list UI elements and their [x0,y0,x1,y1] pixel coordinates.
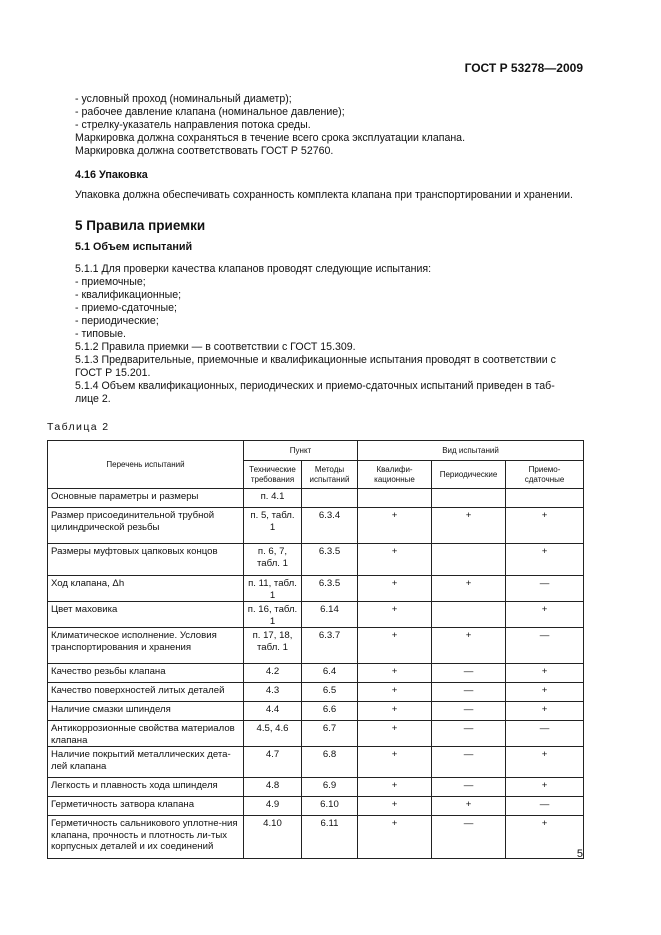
paragraph-5-1-3: 5.1.3 Предварительные, приемочные и квалификационные испытания проводят в соответствии с [75,354,556,366]
tech-req-cell: 4.5, 4.6 [244,721,302,747]
section-heading-4-16: 4.16 Упаковка [75,169,148,181]
acceptance-cell: + [506,702,584,721]
method-cell: 6.10 [302,797,358,816]
method-cell: 6.3.5 [302,544,358,576]
list-item: - квалификационные; [75,289,182,301]
list-item: - приемочные; [75,276,146,288]
test-name-cell: Цвет маховика [48,602,244,628]
header-periodic: Периодические [432,461,506,489]
tech-req-cell: 4.9 [244,797,302,816]
section-heading-5-1: 5.1 Объем испытаний [75,241,193,253]
list-item: - приемо-сдаточные; [75,302,177,314]
method-cell: 6.7 [302,721,358,747]
method-cell: 6.11 [302,816,358,859]
test-name-cell: Размеры муфтовых цапковых концов [48,544,244,576]
tests-table [47,440,584,859]
test-name-cell: Наличие покрытий металлических дета-лей клапана [48,747,244,778]
tech-req-cell: п. 16, табл. 1 [244,602,302,628]
periodic-cell: — [432,702,506,721]
tech-req-cell: 4.2 [244,664,302,683]
test-name-cell: Антикоррозионные свойства материалов клапана [48,721,244,747]
method-cell: 6.9 [302,778,358,797]
qualification-cell: + [358,576,432,602]
header-acceptance: Приемо-сдаточные [506,461,584,489]
acceptance-cell: + [506,664,584,683]
periodic-cell: — [432,747,506,778]
document-header: ГОСТ Р 53278—2009 [464,61,583,75]
qualification-cell [358,489,432,508]
header-test-list: Перечень испытаний [48,441,244,489]
acceptance-cell: + [506,544,584,576]
tech-req-cell: 4.10 [244,816,302,859]
table-row [48,544,584,576]
table-row [48,797,584,816]
qualification-cell: + [358,721,432,747]
qualification-cell: + [358,602,432,628]
tech-req-cell: 4.7 [244,747,302,778]
paragraph-5-1-4: 5.1.4 Объем квалификационных, периодических и приемо-сдаточных испытаний приведен в таб- [75,380,555,392]
page-number: 5 [576,848,583,860]
periodic-cell: + [432,628,506,664]
paragraph-5-1-3-cont: ГОСТ Р 15.201. [75,367,151,379]
intro-line: - стрелку-указатель направления потока среды. [75,119,311,131]
method-cell: 6.6 [302,702,358,721]
tech-req-cell: п. 11, табл. 1 [244,576,302,602]
qualification-cell: + [358,702,432,721]
periodic-cell [432,544,506,576]
acceptance-cell: + [506,508,584,544]
periodic-cell: — [432,683,506,702]
header-qualification: Квалифи-кационные [358,461,432,489]
acceptance-cell [506,489,584,508]
section-text-4-16: Упаковка должна обеспечивать сохранность комплекта клапана при транспортировании и хранении. [75,189,574,201]
acceptance-cell: + [506,683,584,702]
table-row [48,721,584,747]
periodic-cell [432,489,506,508]
tech-req-cell: 4.8 [244,778,302,797]
periodic-cell: + [432,508,506,544]
qualification-cell: + [358,628,432,664]
header-test-methods: Методы испытаний [302,461,358,489]
acceptance-cell: — [506,721,584,747]
tech-req-cell: п. 5, табл. 1 [244,508,302,544]
test-name-cell: Герметичность сальникового уплотне-ния клапана, прочность и плотность ли-тых корпусных деталей и их соединений [48,816,244,859]
table-row [48,778,584,797]
header-tech-requirements: Технические требования [244,461,302,489]
method-cell: 6.3.4 [302,508,358,544]
test-name-cell: Легкость и плавность хода шпинделя [48,778,244,797]
test-name-cell: Качество поверхностей литых деталей [48,683,244,702]
method-cell: 6.5 [302,683,358,702]
periodic-cell: — [432,816,506,859]
tech-req-cell: п. 6, 7, табл. 1 [244,544,302,576]
table-row [48,683,584,702]
list-item: - типовые. [75,328,126,340]
method-cell: 6.3.7 [302,628,358,664]
table-row [48,747,584,778]
periodic-cell: — [432,664,506,683]
test-name-cell: Наличие смазки шпинделя [48,702,244,721]
periodic-cell [432,602,506,628]
acceptance-cell: — [506,576,584,602]
method-cell: 6.14 [302,602,358,628]
acceptance-cell: — [506,628,584,664]
periodic-cell: — [432,721,506,747]
acceptance-cell: — [506,797,584,816]
intro-line: - условный проход (номинальный диаметр); [75,93,292,105]
header-point: Пункт [244,441,358,461]
table-caption: Таблица 2 [47,421,110,433]
tech-req-cell: 4.3 [244,683,302,702]
test-name-cell: Герметичность затвора клапана [48,797,244,816]
paragraph-5-1-1: 5.1.1 Для проверки качества клапанов проводят следующие испытания: [75,263,432,275]
test-name-cell: Основные параметры и размеры [48,489,244,508]
header-test-type: Вид испытаний [358,441,584,461]
section-heading-5: 5 Правила приемки [75,218,206,233]
method-cell: 6.3.5 [302,576,358,602]
paragraph-5-1-4-cont: лице 2. [75,393,111,405]
table-row [48,816,584,859]
acceptance-cell: + [506,816,584,859]
paragraph-5-1-2: 5.1.2 Правила приемки — в соответствии с ГОСТ 15.309. [75,341,356,353]
table-row [48,602,584,628]
test-name-cell: Ход клапана, Δh [48,576,244,602]
test-name-cell: Качество резьбы клапана [48,664,244,683]
qualification-cell: + [358,544,432,576]
periodic-cell: — [432,778,506,797]
periodic-cell: + [432,576,506,602]
qualification-cell: + [358,664,432,683]
test-name-cell: Климатическое исполнение. Условия транспортирования и хранения [48,628,244,664]
qualification-cell: + [358,816,432,859]
tech-req-cell: п. 4.1 [244,489,302,508]
table-row [48,576,584,602]
tech-req-cell: 4.4 [244,702,302,721]
qualification-cell: + [358,508,432,544]
acceptance-cell: + [506,778,584,797]
qualification-cell: + [358,778,432,797]
table-row [48,508,584,544]
table-row [48,664,584,683]
intro-line: - рабочее давление клапана (номинальное давление); [75,106,345,118]
intro-line: Маркировка должна соответствовать ГОСТ Р 52760. [75,145,334,157]
test-name-cell: Размер присоединительной трубной цилиндрической резьбы [48,508,244,544]
table-row [48,489,584,508]
table-row [48,702,584,721]
table-body [48,489,584,859]
method-cell: 6.8 [302,747,358,778]
tech-req-cell: п. 17, 18, табл. 1 [244,628,302,664]
acceptance-cell: + [506,602,584,628]
list-item: - периодические; [75,315,159,327]
acceptance-cell: + [506,747,584,778]
qualification-cell: + [358,683,432,702]
qualification-cell: + [358,747,432,778]
method-cell: 6.4 [302,664,358,683]
qualification-cell: + [358,797,432,816]
table-row [48,628,584,664]
periodic-cell: + [432,797,506,816]
intro-line: Маркировка должна сохраняться в течение всего срока эксплуатации клапана. [75,132,466,144]
method-cell [302,489,358,508]
